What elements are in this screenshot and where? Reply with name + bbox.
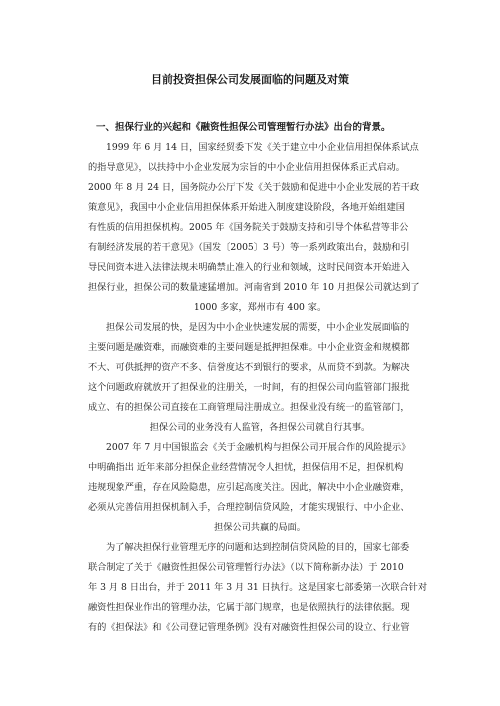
text-line: 1999 年 6 月 14 日，国家经贸委下发《关于建立中小企业信用担保体系试点: [106, 142, 419, 153]
text-line: 1000 多家，郑州市有 400 家。: [193, 302, 327, 313]
paragraph-4: [88, 538, 432, 638]
document-body: [88, 118, 432, 638]
text-line: 这个问题政府就放开了担保业的注册关，一时间，有的担保公司向监管部门报批: [88, 382, 410, 393]
paragraph-2: [88, 318, 432, 438]
text-line: 融资性担保业作出的管理办法，它属于部门规章，也是依照执行的法律依据。现: [88, 602, 410, 613]
text-line: 有制经济发展的若干意见》（国发〔2005〕3 号）等一系列政策出台，鼓励和引: [88, 242, 410, 253]
text-line: 担保公司发展的快，是因为中小企业快速发展的需要，中小企业发展面临的: [106, 322, 410, 333]
text-line: 违规现象严重，存在风险隐患，应引起高度关注。因此，解决中小企业融资难，: [88, 482, 410, 493]
text-line: 中明确指出 近年来部分担保企业经营情况令人担忧，担保信用不足，担保机构: [88, 462, 404, 473]
text-line: 联合制定了关于《融资性担保公司管理暂行办法》（以下简称新办法）于 2010: [88, 562, 404, 573]
text-line: 必须从完善信用担保机制入手，合理控制信贷风险，才能实现银行、中小企业、: [88, 502, 410, 513]
text-line: 有的《担保法》和《公司登记管理条例》没有对融资性担保公司的设立、行业管: [88, 622, 410, 633]
text-line: 年 3 月 8 日出台，并于 2011 年 3 月 31 日执行。这是国家七部委第一次联合针对: [88, 582, 428, 593]
text-line: 担保公司的业务没有人监管，各担保公司就自行其事。: [149, 422, 371, 433]
text-line: 2007 年 7 月中国银监会《关于金融机构与担保公司开展合作的风险提示》: [106, 442, 411, 453]
text-line: 不大、可供抵押的资产不多、信誉度达不到银行的要求，从而贷不到款。为解决: [88, 362, 410, 373]
text-line: 导民间资本进入法律法规未明确禁止准入的行业和领域，这时民间资本开始进入: [88, 262, 410, 273]
text-line: 成立、有的担保公司直接在工商管理局注册成立。担保业没有统一的监管部门，: [88, 402, 410, 413]
text-line: 担保公司共赢的局面。: [214, 522, 306, 533]
text-line: 2000 年 8 月 24 日，国务院办公厅下发《关于鼓励和促进中小企业发展的若干政: [88, 182, 420, 193]
document-title: 目前投资担保公司发展面临的问题及对策: [151, 73, 349, 86]
text-line: 担保行业，担保公司的数量速猛增加。河南省到 2010 年 10 月担保公司就达到了: [88, 282, 420, 293]
text-line: 主要问题是融资难，而融资难的主要问题是抵押担保难。中小企业资金和规模都: [88, 342, 410, 353]
text-line: 为了解决担保行业管理无序的问题和达到控制信贷风险的目的，国家七部委: [106, 542, 410, 553]
text-line: 的指导意见》，以扶持中小企业发展为宗旨的中小企业信用担保体系正式启动。: [88, 162, 405, 173]
paragraph-1: [88, 138, 432, 318]
text-line: 有性质的信用担保机构。2005 年《国务院关于鼓励支持和引导个体私营等非公: [88, 222, 409, 233]
text-line: 策意见》，我国中小企业信用担保体系开始进入制度建设阶段，各地开始组建国: [88, 202, 405, 213]
paragraph-3: [88, 438, 432, 538]
section-heading: 一、担保行业的兴起和《融资性担保公司管理暂行办法》出台的背景。: [96, 122, 391, 133]
